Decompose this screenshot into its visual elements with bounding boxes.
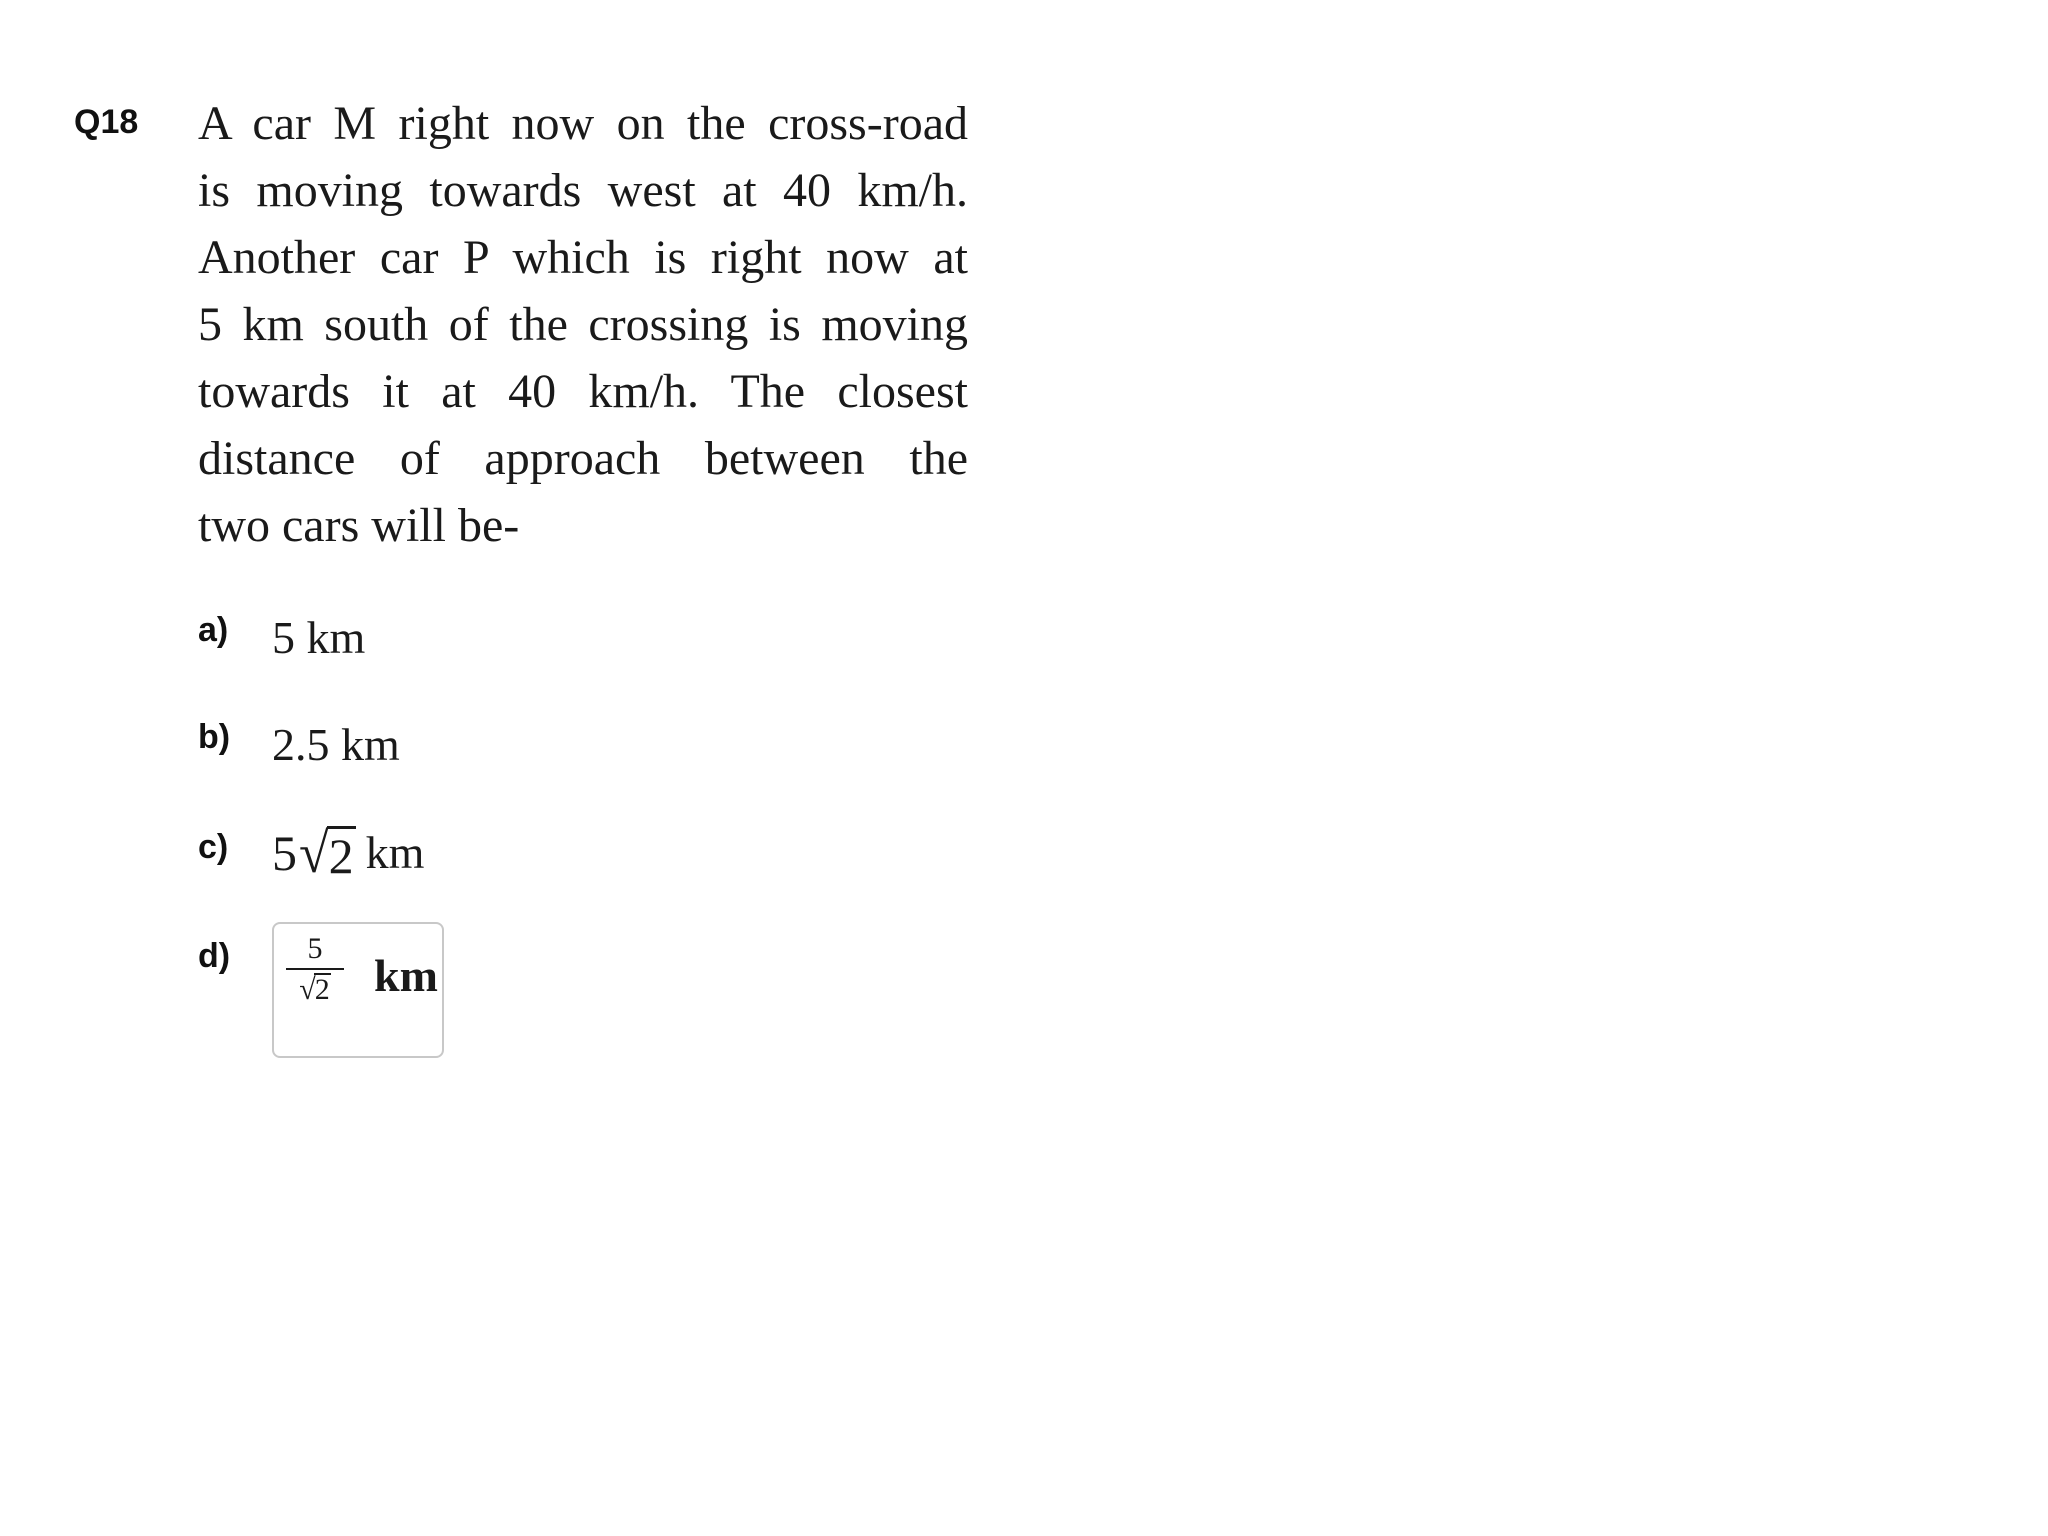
option-c-radicand: 2 — [328, 828, 354, 884]
option-d-radical-sign: √ — [299, 973, 316, 1006]
option-d-numerator: 5 — [286, 932, 344, 970]
question-line-2: is moving towards west at 40 km/h. — [198, 164, 968, 217]
option-a-letter: a) — [198, 611, 229, 649]
option-a-value: 5 km — [272, 612, 366, 663]
option-d-fraction — [286, 932, 344, 1010]
question-line-4: 5 km south of the crossing is moving — [198, 298, 968, 351]
question-line-6: distance of approach between the — [198, 432, 968, 485]
option-d-answer-box[interactable] — [272, 922, 444, 1058]
option-b-letter: b) — [198, 718, 231, 756]
option-d-letter: d) — [198, 937, 231, 975]
option-d-radicand: 2 — [314, 973, 330, 1006]
question-line-1: A car M right now on the cross-road — [198, 97, 968, 150]
option-b-value: 2.5 km — [272, 719, 400, 770]
option-c-coefficient: 5 — [272, 825, 297, 881]
question-line-5: towards it at 40 km/h. The closest — [198, 365, 968, 418]
option-b[interactable] — [198, 713, 400, 773]
question-line-7: two cars will be- — [198, 499, 520, 552]
option-c-letter: c) — [198, 828, 229, 866]
option-d-unit: km — [374, 950, 438, 1001]
option-a[interactable] — [198, 606, 365, 666]
option-d[interactable] — [198, 932, 444, 1058]
option-c-unit: km — [365, 827, 425, 878]
question-text — [198, 90, 968, 559]
option-c[interactable] — [198, 823, 424, 883]
question-line-3: Another car P which is right now at — [198, 231, 968, 284]
option-d-denominator — [286, 970, 344, 1010]
option-c-radical-sign: √ — [299, 821, 329, 885]
option-c-expression — [272, 823, 424, 883]
question-number: Q18 — [74, 103, 139, 141]
